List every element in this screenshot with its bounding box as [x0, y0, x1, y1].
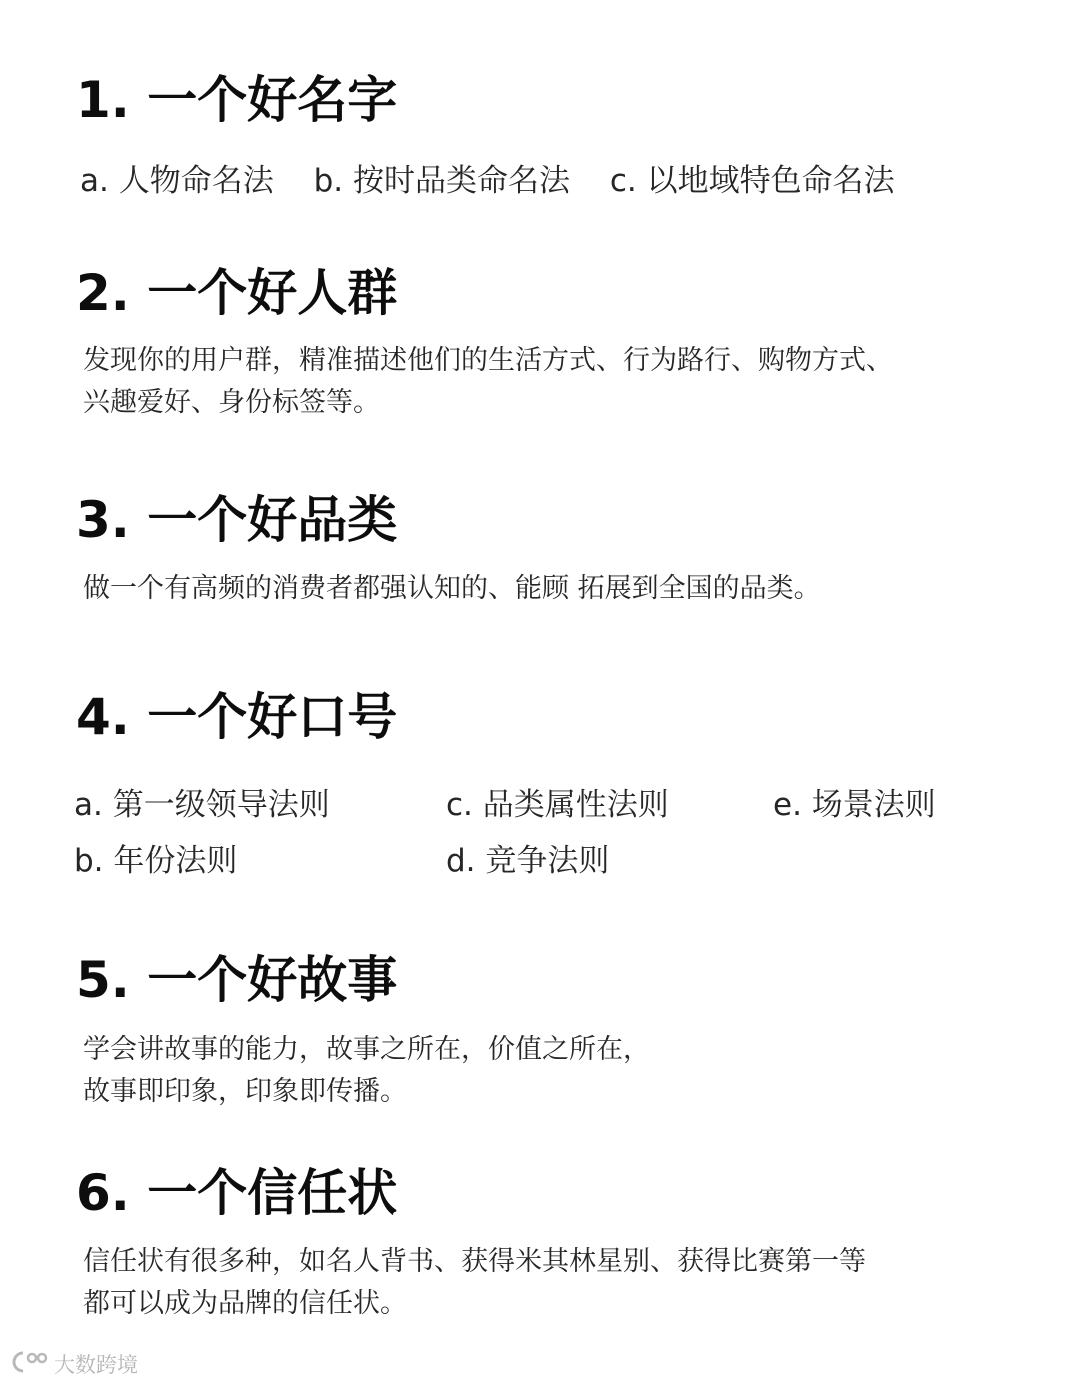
list-item: a. 人物命名法 — [80, 163, 274, 199]
section-3-paragraph — [83, 568, 821, 610]
section-4-title: 4. 一个好口号 — [76, 688, 398, 746]
section-5-paragraph — [83, 1029, 650, 1113]
paragraph-line: 信任状有很多种，如名人背书、获得米其林星别、获得比赛第一等 — [83, 1246, 866, 1277]
brand-logo-icon — [10, 1350, 50, 1379]
section-2-title: 2. 一个好人群 — [76, 264, 398, 322]
section-2-paragraph — [83, 340, 893, 424]
naming-methods-list — [80, 163, 925, 200]
section-5-title: 5. 一个好故事 — [76, 951, 398, 1009]
paragraph-line: 都可以成为品牌的信任状。 — [83, 1288, 407, 1319]
slogan-rule-a: a. 第一级领导法则 — [74, 787, 330, 823]
paragraph-line: 发现你的用户群，精准描述他们的生活方式、行为路行、购物方式、 — [83, 345, 893, 376]
section-6-title: 6. 一个信任状 — [76, 1164, 398, 1222]
paragraph-line: 故事即印象，印象即传播。 — [83, 1076, 407, 1107]
paragraph-line: 学会讲故事的能力，故事之所在，价值之所在， — [83, 1034, 650, 1065]
section-1-title: 1. 一个好名字 — [76, 71, 398, 129]
watermark — [10, 1350, 138, 1378]
slogan-rule-c: c. 品类属性法则 — [446, 787, 669, 823]
section-6-paragraph — [83, 1241, 866, 1325]
paragraph-line: 做一个有高频的消费者都强认知的、能顾 拓展到全国的品类。 — [83, 573, 821, 604]
list-item: c. 以地域特色命名法 — [609, 163, 895, 199]
section-3-title: 3. 一个好品类 — [76, 491, 398, 549]
slogan-rule-e: e. 场景法则 — [773, 787, 936, 823]
slogan-rule-d: d. 竞争法则 — [446, 843, 610, 879]
paragraph-line: 兴趣爱好、身份标签等。 — [83, 387, 380, 418]
slogan-rule-b: b. 年份法则 — [74, 843, 238, 879]
watermark-text: 大数跨境 — [54, 1353, 138, 1377]
list-item: b. 按时品类命名法 — [313, 163, 570, 199]
